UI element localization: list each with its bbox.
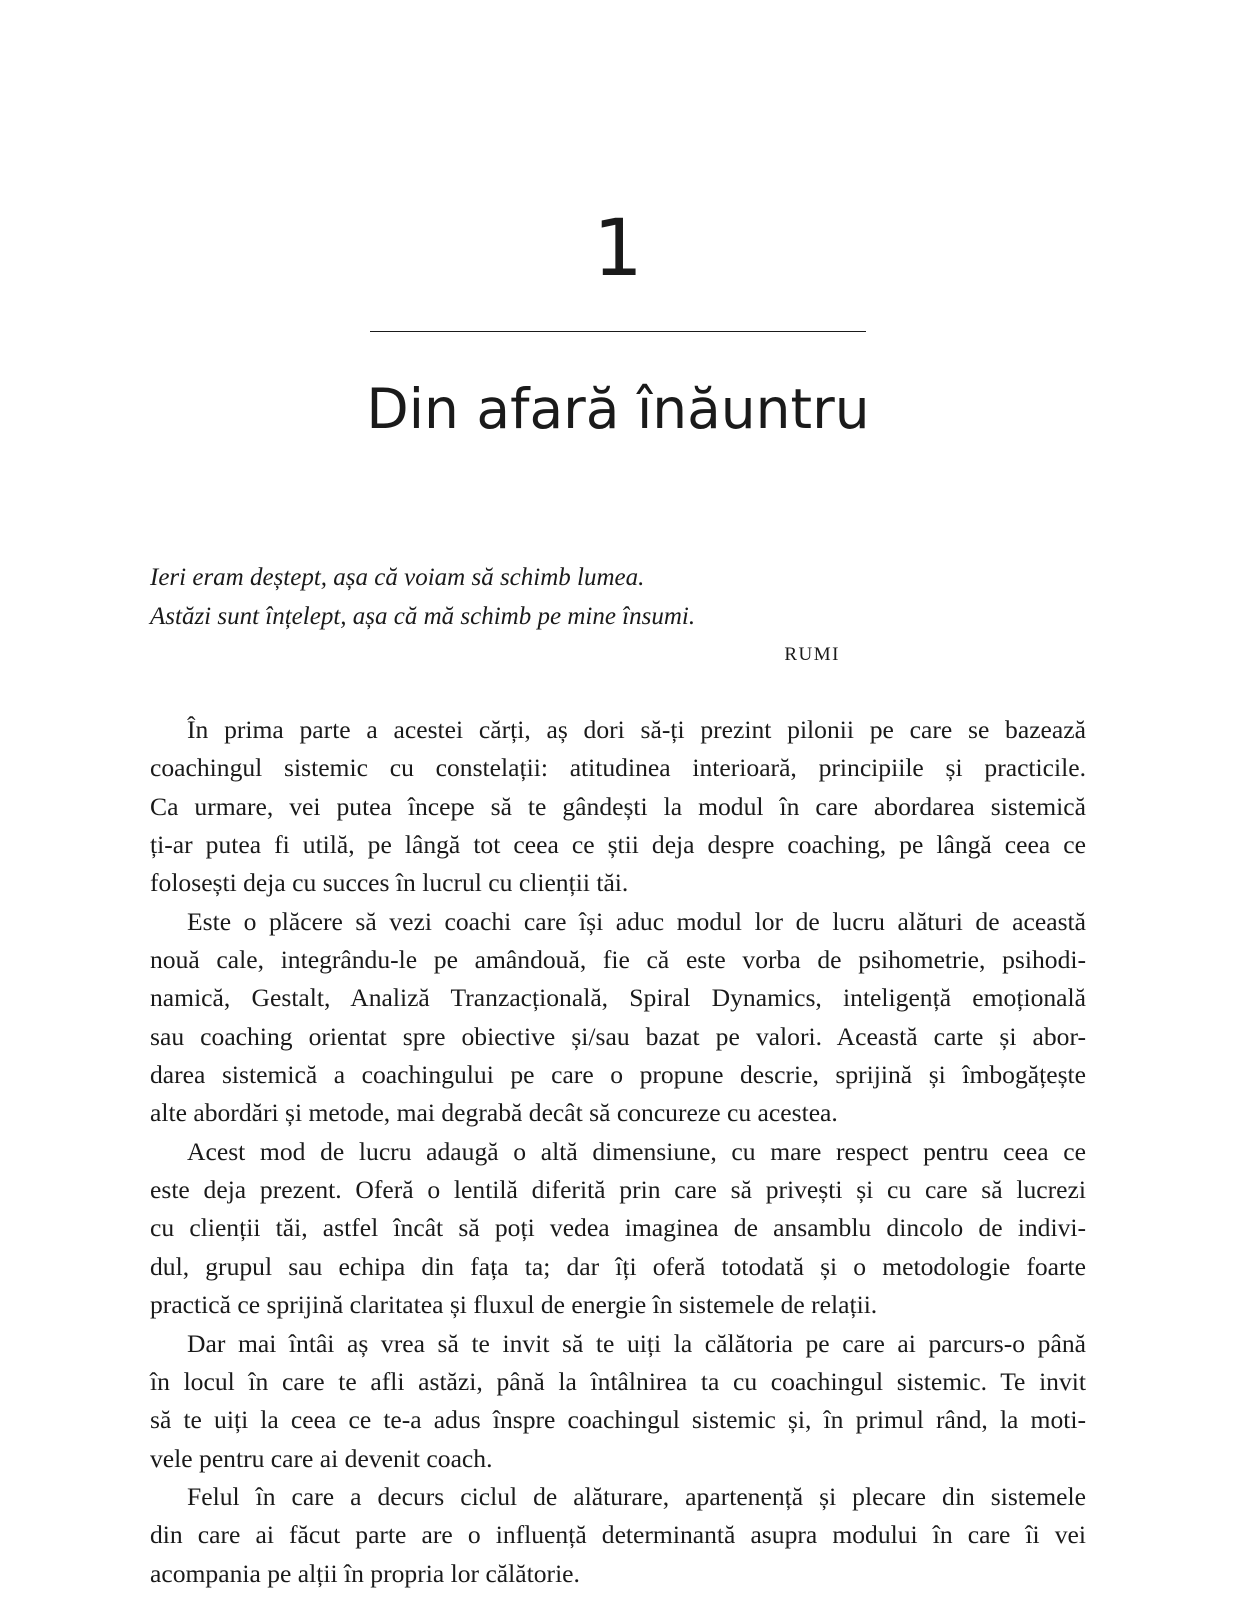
text-line: folosești deja cu succes în lucrul cu clienții tăi.: [150, 868, 629, 898]
text-line: Acest mod de lucru adaugă o altă dimensiune, cu mare respect pentru ceea ce: [187, 1136, 1086, 1166]
text-line: să te uiți la ceea ce te-a adus înspre coachingul sistemic și, în primul rând, la moti-: [150, 1405, 1086, 1435]
text-line: practică ce sprijină claritatea și fluxul de energie în sistemele de relații.: [150, 1290, 878, 1320]
text-line: cu clienții tăi, astfel încât să poți vedea imaginea de ansamblu dincolo de indivi-: [150, 1213, 1086, 1243]
body-text: [150, 711, 1086, 1593]
chapter-number: 1: [593, 204, 643, 294]
chapter-divider: [370, 331, 866, 332]
text-line: din care ai făcut parte are o influență determinantă asupra modului în care îi vei: [150, 1520, 1086, 1550]
text-line: sau coaching orientat spre obiective și/sau bazat pe valori. Această carte și abor-: [150, 1021, 1086, 1051]
chapter-title: Din afară înăuntru: [366, 377, 870, 441]
epigraph-line: Ieri eram deștept, așa că voiam să schimb lumea.: [150, 564, 645, 591]
epigraph-author: RUMI: [784, 644, 840, 665]
text-line: În prima parte a acestei cărți, aș dori să-ți prezint pilonii pe care se bazează: [187, 715, 1086, 744]
epigraph-line: Astăzi sunt înțelept, așa că mă schimb pe mine însumi.: [150, 603, 696, 630]
text-line: dul, grupul sau echipa din fața ta; dar îți oferă totodată și o metodologie foarte: [150, 1251, 1086, 1281]
text-line: este deja prezent. Oferă o lentilă diferită prin care să privești și cu care să lucrezi: [150, 1175, 1086, 1205]
text-line: alte abordări și metode, mai degrabă decât să concureze cu acestea.: [150, 1098, 838, 1128]
epigraph: [150, 558, 840, 636]
text-line: ți-ar putea fi utilă, pe lângă tot ceea ce știi deja despre coaching, pe lângă ceea ce: [150, 830, 1086, 860]
text-line: acompania pe alții în propria lor călătorie.: [150, 1558, 580, 1588]
text-line: nouă cale, integrându-le pe amândouă, fie că este vorba de psihometrie, psihodi-: [150, 945, 1086, 975]
text-line: vele pentru care ai devenit coach.: [150, 1443, 493, 1473]
text-line: Dar mai întâi aș vrea să te invit să te uiți la călătoria pe care ai parcurs-o până: [187, 1328, 1086, 1358]
text-line: Ca urmare, vei putea începe să te gândești la modul în care abordarea sistemică: [150, 791, 1086, 821]
text-line: namică, Gestalt, Analiză Tranzacțională, Spiral Dynamics, inteligență emoțională: [150, 983, 1086, 1013]
text-line: coachingul sistemic cu constelații: atitudinea interioară, principiile și practicile.: [150, 753, 1086, 783]
text-line: în locul în care te afli astăzi, până la întâlnirea ta cu coachingul sistemic. Te invit: [150, 1366, 1086, 1396]
text-line: Felul în care a decurs ciclul de alăturare, apartenență și plecare din sistemele: [187, 1481, 1086, 1511]
text-line: darea sistemică a coachingului pe care o propune descrie, sprijină și îmbogățește: [150, 1060, 1086, 1090]
text-line: Este o plăcere să vezi coachi care își aduc modul lor de lucru alături de această: [187, 906, 1086, 936]
